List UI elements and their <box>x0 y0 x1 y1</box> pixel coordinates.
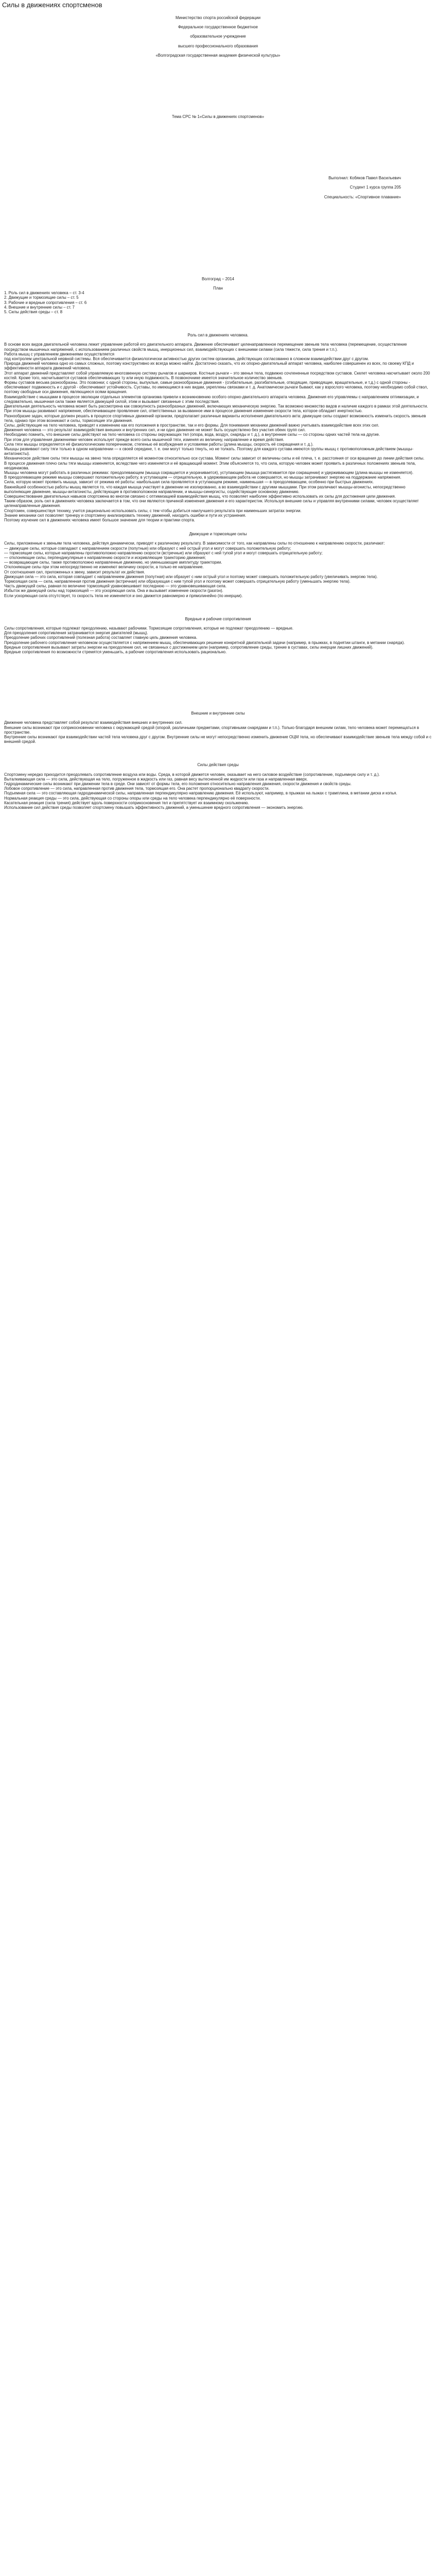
paragraph: — движущие силы, которые совпадают с направлением скорости (попутные) или образуют с ней острый угол и могут совершать положительную работу; <box>4 546 291 551</box>
paragraph: Внутренние силы возникают при взаимодействии частей тела человека друг с другом. Внутренние силы не могут непосредственно изменить движение ОЦМ тела, но обеспечивают взаимодействие звеньев тела между собой и с внешней средой. <box>4 735 432 744</box>
paragraph: В преодолевающем режиме мышцы совершают положительную работу, в уступающем — отрицательную, в удерживающем работа не совершается, но мышцы затрачивают энергию на поддержание напряжения. <box>4 475 402 480</box>
paragraph: Сила тяги мышцы определяется её физиологическим поперечником, степенью её возбуждения и условиями работы (длина мышцы, скорость её сокращения и т. д.). <box>4 442 313 447</box>
paragraph: Мышцы развивают силу тяги только в одном направлении — к своей середине, т. е. они могут только тянуть, но не толкать. Поэтому для каждого сустава имеются группы мышц с противоположным действием (мышцы-антагонисты). <box>4 446 414 456</box>
paragraph: Преодоление рабочих сопротивлений (полезная работа) составляет главную цель движения человека. <box>4 635 198 640</box>
paragraph: Работа мышц с управлением движениями осуществляется <box>4 351 115 357</box>
paragraph: Формы суставов весьма разнообразны. Это позвонки; с одной стороны, выпуклые, самые разнообразные движения - (сгибательные, разгибательные, отводящие, приводящие, вращательные, и т.д.) с одной стороны - обеспечивают подвижность и с другой - обеспечивают устойчивость. Суставы, по имеющимся в них видам, укреплены связками и т. д. Анатомически рычаги бывают, как у взрослого человека, поэтому необходимо собой ствол, поэтому свободные оси движения, являющиеся осями вращения. <box>4 380 428 395</box>
paragraph: Подъемная сила — это составляющая гидродинамической силы, направленная перпендикулярно направлению движения. Её используют, например, в прыжках на лыжах с трамплина, в метании диска и копья. <box>4 791 397 796</box>
plan-list <box>4 291 432 314</box>
paragraph: Использование сил действия среды позволяет спортсмену повышать эффективность движений, а уменьшение вредного сопротивления — экономить энергию. <box>4 805 304 810</box>
paragraph: Необходимо помнить, что внешние силы действуют на тело человека со стороны окружающих тел (опора, вода, воздух, снаряды и т. д.), а внутренние силы — со стороны одних частей тела на другие. <box>4 432 380 437</box>
paragraph: Двигательная деятельность человека может быть рассмотрена как совокупность разнообразных движений, включающих механическую энергию. Так возможно множество видов и наличие каждого в рамках этой деятельности. <box>4 404 428 409</box>
paragraph: В основе всех видов двигательной человека лежит управление работой его двигательного аппарата. Движение обеспечивает целенаправленное перемещение звеньев тела человека (перемещение, осуществление посредством мышечных напряжений, с использованием различных свойств мышц, инерционных сил, взаимодействующих с внешними силами (сила тяжести, сила трения и т.п.). <box>4 342 407 352</box>
section <box>4 333 432 532</box>
paragraph: Силы сопротивления, которые подлежат преодолению, называют рабочими. Тормозящие сопротивления, которые не подлежат преодолению — вредные. <box>4 626 293 631</box>
paragraph: Этот аппарат движений представляет собой управляемую многозвенную систему рычагов и шарниров. Костные рычаги – это звенья тела, подвижно сочлененные посредством суставов. Скелет человека насчитывает около 200 костей. Кроме того, насчитывается суставов обеспечивающих ту или иную подвижность. В позвоночнике имеется значительное количество звеньев. <box>4 370 430 380</box>
paragraph: Часть движущей силы, равная по величине тормозящей уравновешивает последнюю — это уравновешивающая сила. <box>4 584 227 589</box>
city-year: Волгоград – 2014 <box>201 276 234 281</box>
paragraph: Совершенствование двигательных навыков спортсмена во многом связано с оптимизацией взаимодействия мышц, что позволяет наиболее эффективно использовать их силы для достижения цели движения. <box>4 494 396 499</box>
paragraph: Мышцы человека могут работать в различных режимах: преодолевающем (мышца сокращается и укорачивается), уступающем (мышца растягивается при сокращении) и удерживающем (длина мышцы не изменяется). <box>4 470 414 475</box>
section <box>4 762 432 828</box>
paragraph: Таким образом, роль сил в движениях человека заключается в том, что они являются причиной изменения движения и его характеристик. Используя внешние силы и управляя внутренними силами, человек осуществляет целенаправленные движения. <box>4 499 419 509</box>
paragraph: Спортсмену нередко приходится преодолевать сопротивление воздуха или воды. Среда, в которой движется человек, оказывает на него силовое воздействие (сопротивление, подъемную силу и т. д.). <box>4 772 380 777</box>
plan-title: План <box>213 286 223 291</box>
header-block <box>4 15 432 58</box>
section <box>4 617 432 711</box>
paragraph: Механическое действие силы тяги мышцы на звено тела определяется её моментом относительно оси сустава. Момент силы зависит от величины силы и её плеча, т. е. расстояния от оси вращения до линии действия силы. <box>4 456 425 461</box>
header-line: высшего профессионального образования <box>178 43 258 48</box>
paragraph: Вредные сопротивления вызывают затраты энергии на преодоление сил, не связанных с достижением цели (например, сопротивление среды, трение в суставах, силы инерции лишних движений). <box>4 645 374 650</box>
paragraph: — тормозящие силы, которые направлены противоположно направлению скорости (встречные) или образуют с ней тупой угол и могут совершать отрицательную работу; <box>4 550 323 555</box>
plan-item: 4. Внешние и внутренние силы – ст. 7 <box>4 304 75 310</box>
paragraph: От соотношения сил, приложенных к звену, зависит результат их действия. <box>4 569 145 574</box>
paragraph: — отклоняющие силы, перпендикулярные к направлению скорости и искривляющие траекторию движения; <box>4 555 206 560</box>
topic-line: Тема СРС № 1«Силы в движениях спортсменов» <box>171 114 265 120</box>
section <box>4 532 432 617</box>
paragraph: Сила, которую может проявить мышца, зависит от режима её работы: наибольшая сила проявляется в уступающем режиме, наименьшая — в преодолевающем, особенно при быстрых движениях. <box>4 480 374 485</box>
section <box>4 711 432 762</box>
paragraph: Вредные сопротивления по возможности стремятся уменьшить, а рабочие сопротивления использовать рационально. <box>4 650 227 655</box>
author-block <box>4 176 432 199</box>
paragraph: Лобовое сопротивление — это сила, направленная против движения тела, тормозящая его. Она растет пропорционально квадрату скорости. <box>4 786 270 791</box>
paragraph: Разнообразие задач, которые должен решать в процессе спортивных движений организм, предполагает различные варианты исполнения двигательного акта: движущие силы создают возможность изменить скорость звеньев тела, однако при этом возникают и силы, тормозящие эти движения. <box>4 413 426 423</box>
paragraph: Тормозящая сила — сила, направленная против движения (встречная) или образующая с ним тупой угол и поэтому может совершать отрицательную работу (уменьшать энергию тела). <box>4 579 351 584</box>
section-heading: Движущие и тормозящие силы <box>189 532 247 537</box>
paragraph: Поэтому изучение сил в движениях человека имеет большое значение для теории и практики спорта. <box>4 517 195 522</box>
paragraph: Для преодоления сопротивления затрачивается энергия двигателей (мышц). <box>4 631 148 636</box>
paragraph: Выталкивающая сила — это сила, действующая на тело, погруженное в жидкость или газ, равная весу вытесненной им жидкости или газа и направленная вверх. <box>4 776 308 782</box>
paragraph: Нормальная реакция среды — это сила, действующая со стороны опоры или среды на тело человека перпендикулярно её поверхности. <box>4 795 261 801</box>
section-heading: Внешние и внутренние силы <box>191 711 245 716</box>
section-heading: Роль сил в движениях человека. <box>187 333 249 338</box>
paragraph: Взаимодействие с мышцами в процессе эволюции отдельных элементов организма привели к возникновению особого опорно-двигательного аппарата человека. Движения его управляемы с направлением оптимизации, и следовательно, мышечная сила также является движущей силой, этим и вызывает связанные с этим последствия. <box>4 394 419 404</box>
section-heading: Силы действия среды <box>197 762 239 768</box>
paragraph: Избыток же движущей силы над тормозящей — это ускоряющая сила. Она и вызывает изменение скорости (разгон). <box>4 588 223 594</box>
paragraph: Движение человека представляет собой результат взаимодействия внешних и внутренних сил. <box>4 720 183 725</box>
sections-container <box>4 333 432 828</box>
paragraph: Отклоняющие силы при этом непосредственно не изменяют величину скорости, а только ее направление. <box>4 565 204 570</box>
document-body <box>0 9 436 2576</box>
paragraph: Гидродинамические силы возникают при движении тела в среде. Они зависят от формы тела, его положения относительно направления движения, скорости движения и свойств среды. <box>4 782 352 787</box>
paragraph: Если ускоряющая сила отсутствует, то скорость тела не изменяется и оно движется равномерно и прямолинейно (по инерции). <box>4 593 243 598</box>
header-line: Министерство спорта российской федерации <box>176 15 260 20</box>
paragraph: В процессе движения плечо силы тяги мышцы изменяется, вследствие чего изменяется и её вращающий момент. Этим объясняется то, что сила, которую человек может проявить в различных положениях звеньев тела, неодинакова. <box>4 461 416 470</box>
header-line: «Волгоградская государственная академия физической культуры» <box>155 53 281 58</box>
paragraph: — возвращающие силы, также противоположно направленные движению, но уменьшающие амплитуду траектории. <box>4 560 222 565</box>
plan-item: 1. Роль сил в движениях человека – ст. 3-4 <box>4 291 84 296</box>
author-line: Выполнил: Кобяков Павел Васильевич <box>328 176 401 181</box>
header-line: образовательное учреждение <box>190 34 246 39</box>
paragraph: Преодоление рабочего сопротивления человеком осуществляется с напряжением мышц, обеспечивающих решение конкретной двигательной задачи (например, в прыжках, в поднятии штанги, в метании снаряда). <box>4 640 405 645</box>
paragraph: Природа движений человека одно из самых сложных, поэтому конструктивно их всегда можно найти. Достаточно сказать, что их опорно-двигательный аппарат человека, наиболее совершенен из всех, по своему КПД и эффективности аппарата движений человека. <box>4 361 414 371</box>
paragraph: При этом мышцы развивают напряжение, обеспечивающее проявление сил, ответственных за вызванное ими в процессе движения изменение скорости тела, которое обладает инертностью. <box>4 409 363 414</box>
paragraph: Знание механики сил позволяет тренеру и спортсмену анализировать технику движений, находить ошибки и пути их устранения. <box>4 513 247 518</box>
paragraph: под контролем центральной нервной системы. Вся обеспечивается физиологически активностью других систем организма, действующих согласованно в сложном взаимодействии друг с другом. <box>4 357 369 362</box>
header-line: Федеральное государственное бюджетное <box>178 25 258 30</box>
section-heading: Вредные и рабочие сопротивления <box>185 616 251 621</box>
paragraph: При этом для управления движениями человек использует прежде всего силы мышечной тяги, изменяя их величину, направление и время действия. <box>4 437 284 442</box>
paragraph: Движения человека — это результат взаимодействия внешних и внутренних сил, и ни одно движение не может быть осуществлено без участия обеих групп сил. <box>4 428 306 433</box>
plan-item: 5. Силы действия среды – ст. 8 <box>4 310 63 315</box>
author-line: Специальность: «Спортивное плавание» <box>324 194 401 199</box>
page-title: Силы в движениях спортсменов <box>2 1 102 9</box>
paragraph: Движущая сила — это сила, которая совпадает с направлением движения (попутная) или образует с ним острый угол и поэтому может совершать положительную работу (увеличивать энергию тела). <box>4 574 378 579</box>
paragraph: Важнейшей особенностью работы мышц является то, что каждая мышца участвует в движении не изолированно, а во взаимодействии с другими мышцами. При этом различают мышцы-агонисты, непосредственно выполняющие движение, мышцы-антагонисты, действующие в противоположном направлении, и мышцы-синергисты, содействующие основному движению. <box>4 484 406 494</box>
paragraph: Внешние силы возникают при соприкосновении человека с окружающей средой (опорой, различными предметами, спортивными снарядами и т.п.). Только благодаря внешним силам, тело человека может перемещаться в пространстве. <box>4 725 420 735</box>
plan-item: 2. Движущие и тормозящие силы – ст. 5 <box>4 295 79 300</box>
paragraph: Спортсмен, совершенствуя технику, учится рационально использовать силы, с тем чтобы добиться наилучшего результата при наименьших затратах энергии. <box>4 508 302 513</box>
plan-item: 3. Рабочие и вредные сопротивления – ст. 6 <box>4 300 87 305</box>
paragraph: Касательная реакция (сила трения) действует вдоль поверхности соприкосновения тел и препятствует их взаимному скольжению. <box>4 800 249 805</box>
author-line: Студент 1 курса группа 205 <box>350 185 401 190</box>
paragraph: Силы, действующие на тело человека, приводят к изменению как его положения в пространстве, так и его формы. Для понимания механики движений важно учитывать взаимодействие всех этих сил. <box>4 422 379 428</box>
paragraph: Силы, приложенные к звеньям тела человека, действуя динамически, приводят к различному результату. В зависимости от того, как направлены силы по отношению к направлению скорости, различают: <box>4 541 385 546</box>
